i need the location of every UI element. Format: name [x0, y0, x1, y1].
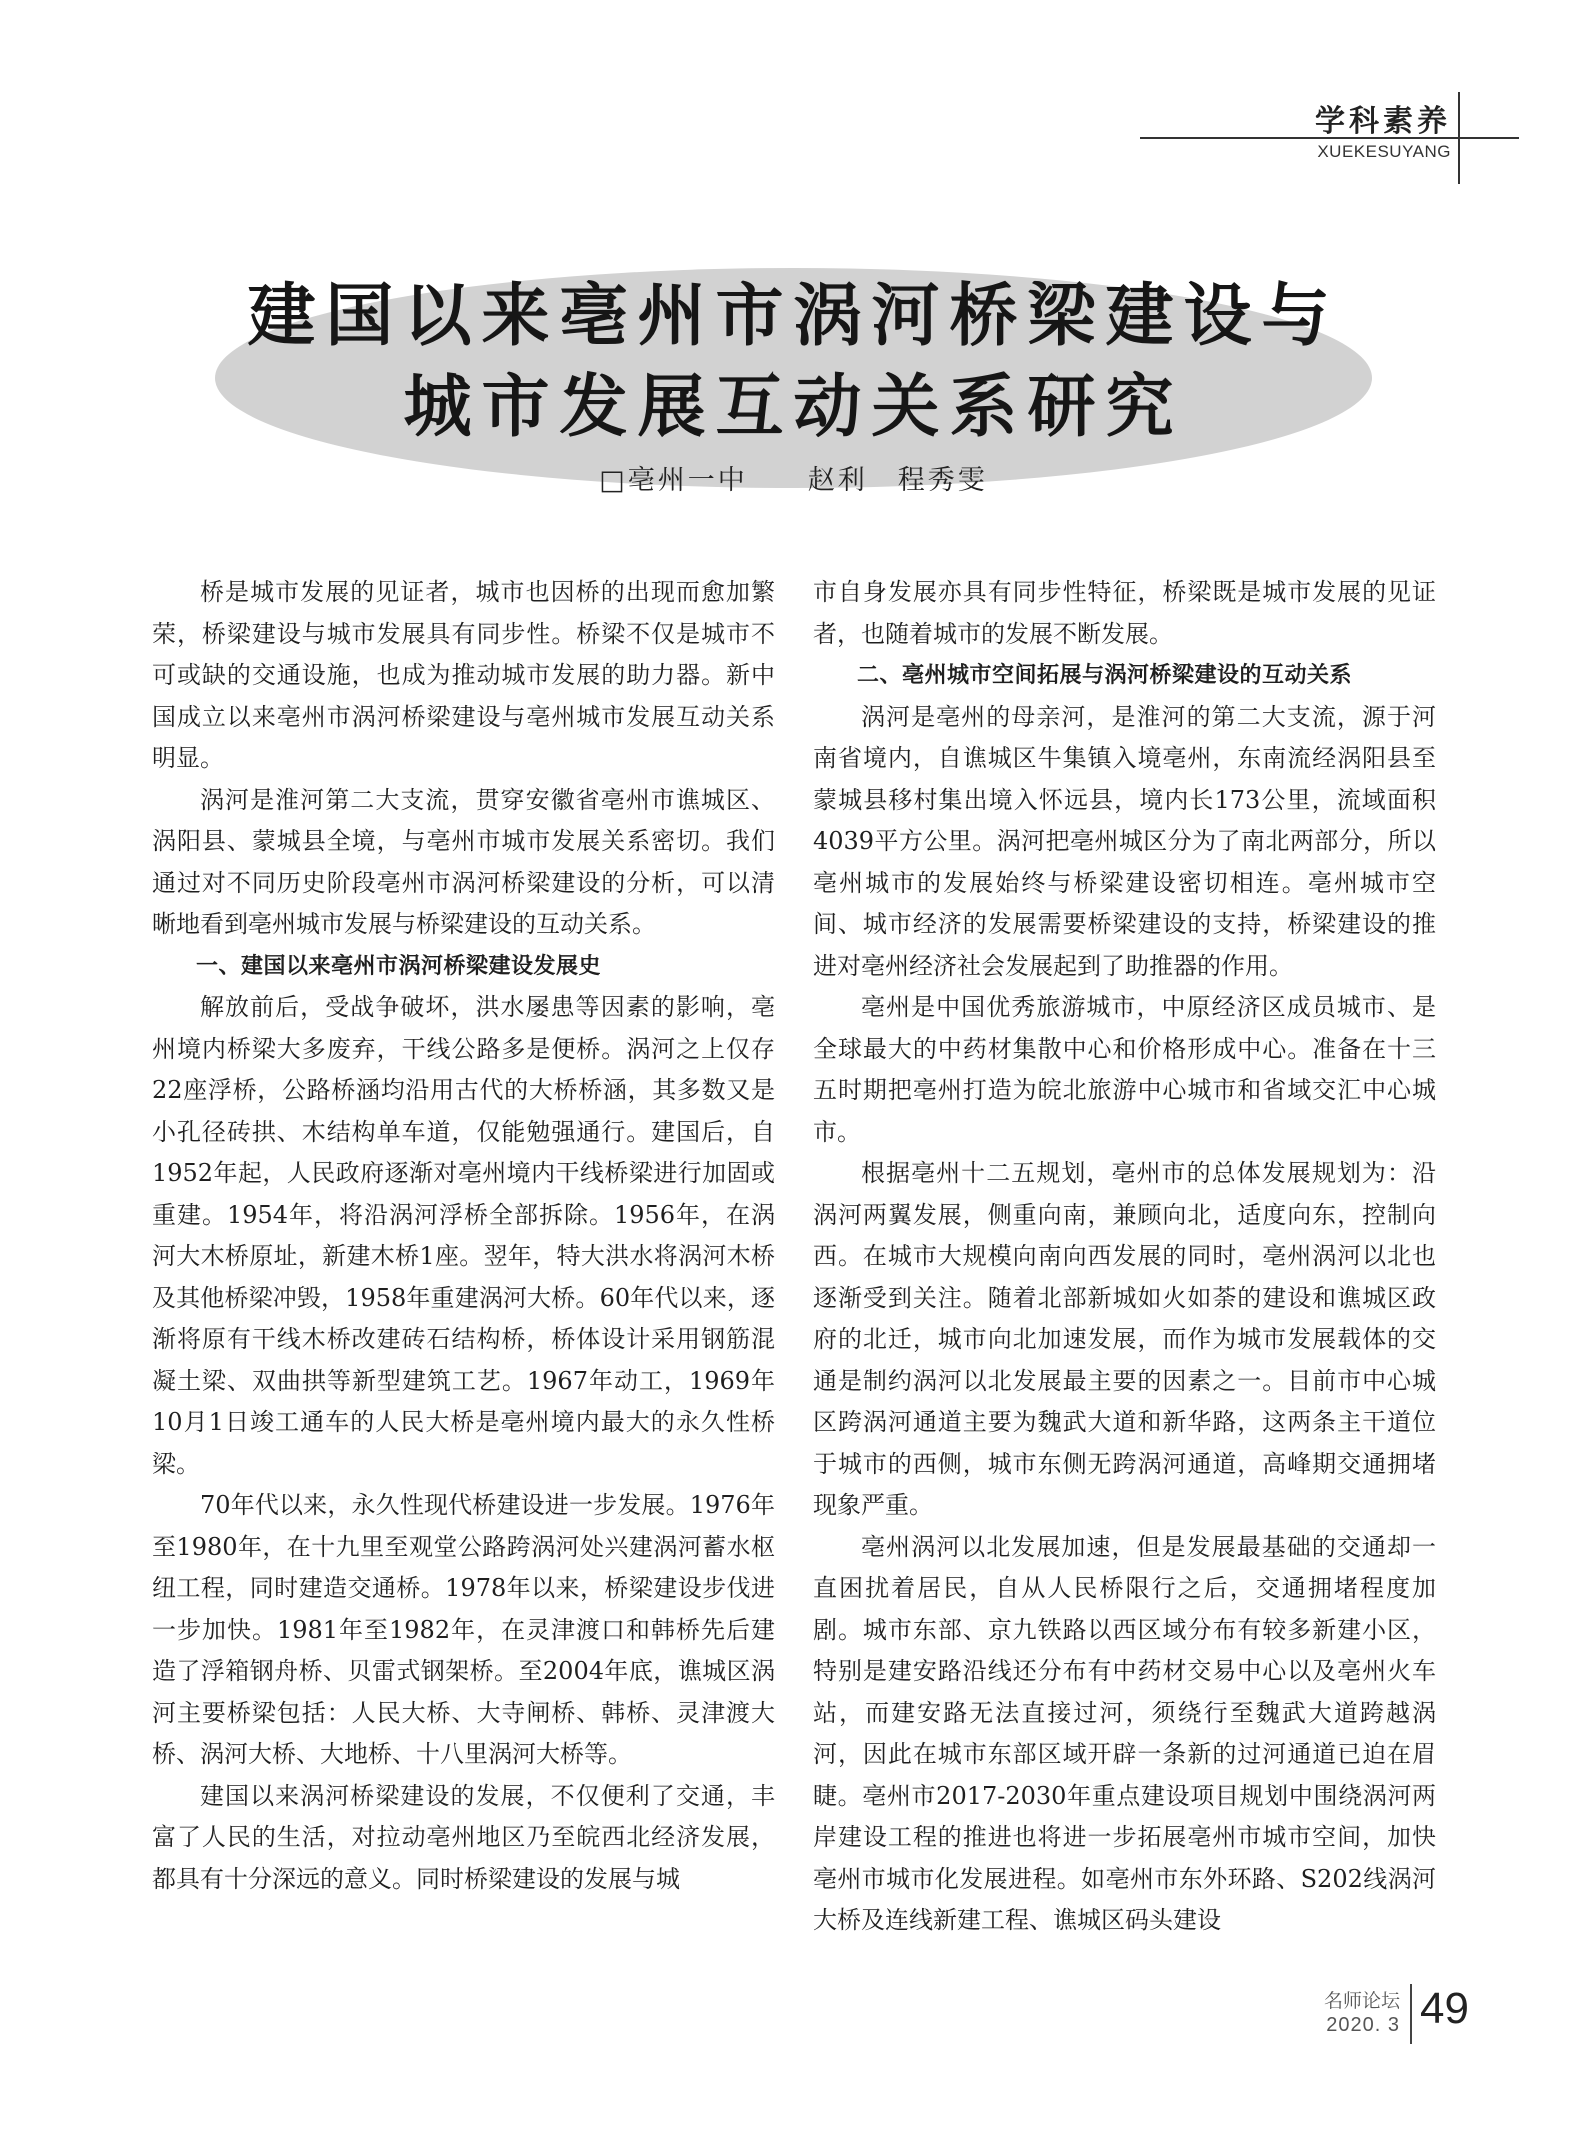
left-column: [152, 572, 775, 1900]
paragraph: 解放前后，受战争破坏，洪水屡患等因素的影响，亳州境内桥梁大多废弃，干线公路多是便桥。涡河之上仅存22座浮桥，公路桥涵均沿用古代的大桥桥涵，其多数又是小孔径砖拱、木结构单车道，仅能勉强通行。建国后，自1952年起，人民政府逐渐对亳州境内干线桥梁进行加固或重建。1954年，将沿涡河浮桥全部拆除。1956年，在涡河大木桥原址，新建木桥1座。翌年，特大洪水将涡河木桥及其他桥梁冲毁，1958年重建涡河大桥。60年代以来，逐渐将原有干线木桥改建砖石结构桥，桥体设计采用钢筋混凝土梁、双曲拱等新型建筑工艺。1967年动工，1969年10月1日竣工通车的人民大桥是亳州境内最大的永久性桥梁。: [152, 993, 775, 1478]
section-heading-2: 二、亳州城市空间拓展与涡河桥梁建设的互动关系: [857, 663, 1353, 688]
paragraph: 亳州是中国优秀旅游城市，中原经济区成员城市、是全球最大的中药材集散中心和价格形成中心。准备在十三五时期把亳州打造为皖北旅游中心城市和省域交汇中心城市。: [813, 993, 1436, 1146]
right-column: [813, 572, 1436, 1942]
paragraph: 建国以来涡河桥梁建设的发展，不仅便利了交通，丰富了人民的生活，对拉动亳州地区乃至皖西北经济发展，都具有十分深远的意义。同时桥梁建设的发展与城: [152, 1781, 775, 1893]
section-title: 学科素养: [1315, 104, 1451, 139]
paragraph: 亳州涡河以北发展加速，但是发展最基础的交通却一直困扰着居民，自从人民桥限行之后，交通拥堵程度加剧。城市东部、京九铁路以西区域分布有较多新建小区，特别是建安路沿线还分布有中药材交易中心以及亳州火车站，而建安路无法直接过河，须绕行至魏武大道跨越涡河，因此在城市东部区域开辟一条新的过河通道已迫在眉睫。亳州市2017-2030年重点建设项目规划中围绕涡河两岸建设工程的推进也将进一步拓展亳州市城市空间，加快亳州市城市化发展进程。如亳州市东外环路、S202线涡河大桥及连线新建工程、谯城区码头建设: [813, 1532, 1436, 1934]
section-heading-1: 一、建国以来亳州市涡河桥梁建设发展史: [196, 953, 602, 979]
footer-issue: 2020. 3: [1326, 2014, 1400, 2036]
paragraph: 根据亳州十二五规划，亳州市的总体发展规划为：沿涡河两翼发展，侧重向南，兼顾向北，适度向东，控制向西。在城市大规模向南向西发展的同时，亳州涡河以北也逐渐受到关注。随着北部新城如火如荼的建设和谯城区政府的北迁，城市向北加速发展，而作为城市发展载体的交通是制约涡河以北发展最主要的因素之一。目前市中心城区跨涡河通道主要为魏武大道和新华路，这两条主干道位于城市的西侧，城市东侧无跨涡河通道，高峰期交通拥堵现象严重。: [813, 1159, 1436, 1519]
page-number: 49: [1420, 1984, 1469, 2033]
article-title-line-2: 城市发展互动关系研究: [403, 368, 1184, 447]
footer-journal-name: 名师论坛: [1323, 1990, 1400, 2012]
article-title-line-1: 建国以来亳州市涡河桥梁建设与: [247, 277, 1340, 356]
article-byline: □亳州一中 赵利 程秀雯: [599, 465, 988, 496]
header-vertical-rule: [1458, 92, 1460, 184]
paragraph-continued: 市自身发展亦具有同步性特征，桥梁既是城市发展的见证者，也随着城市的发展不断发展。: [813, 578, 1436, 648]
paragraph: 涡河是亳州的母亲河，是淮河的第二大支流，源于河南省境内，自谯城区牛集镇入境亳州，东南流经涡阳县至蒙城县移村集出境入怀远县，境内长173公里，流域面积4039平方公里。涡河把亳州城区分为了南北两部分，所以亳州城市的发展始终与桥梁建设密切相连。亳州城市空间、城市经济的发展需要桥梁建设的支持，桥梁建设的推进对亳州经济社会发展起到了助推器的作用。: [813, 702, 1436, 980]
section-pinyin: XUEKESUYANG: [1317, 142, 1451, 161]
paragraph: 涡河是淮河第二大支流，贯穿安徽省亳州市谯城区、涡阳县、蒙城县全境，与亳州市城市发展关系密切。我们通过对不同历史阶段亳州市涡河桥梁建设的分析，可以清晰地看到亳州城市发展与桥梁建设的互动关系。: [152, 785, 775, 938]
paragraph: 桥是城市发展的见证者，城市也因桥的出现而愈加繁荣，桥梁建设与城市发展具有同步性。桥梁不仅是城市不可或缺的交通设施，也成为推动城市发展的助力器。新中国成立以来亳州市涡河桥梁建设与亳州城市发展互动关系明显。: [152, 578, 775, 772]
footer-divider: [1410, 1984, 1412, 2044]
paragraph: 70年代以来，永久性现代桥建设进一步发展。1976年至1980年，在十九里至观堂公路跨涡河处兴建涡河蓄水枢纽工程，同时建造交通桥。1978年以来，桥梁建设步伐进一步加快。1981年至1982年，在灵津渡口和韩桥先后建造了浮箱钢舟桥、贝雷式钢架桥。至2004年底，谯城区涡河主要桥梁包括：人民大桥、大寺闸桥、韩桥、灵津渡大桥、涡河大桥、大地桥、十八里涡河大桥等。: [152, 1491, 775, 1768]
